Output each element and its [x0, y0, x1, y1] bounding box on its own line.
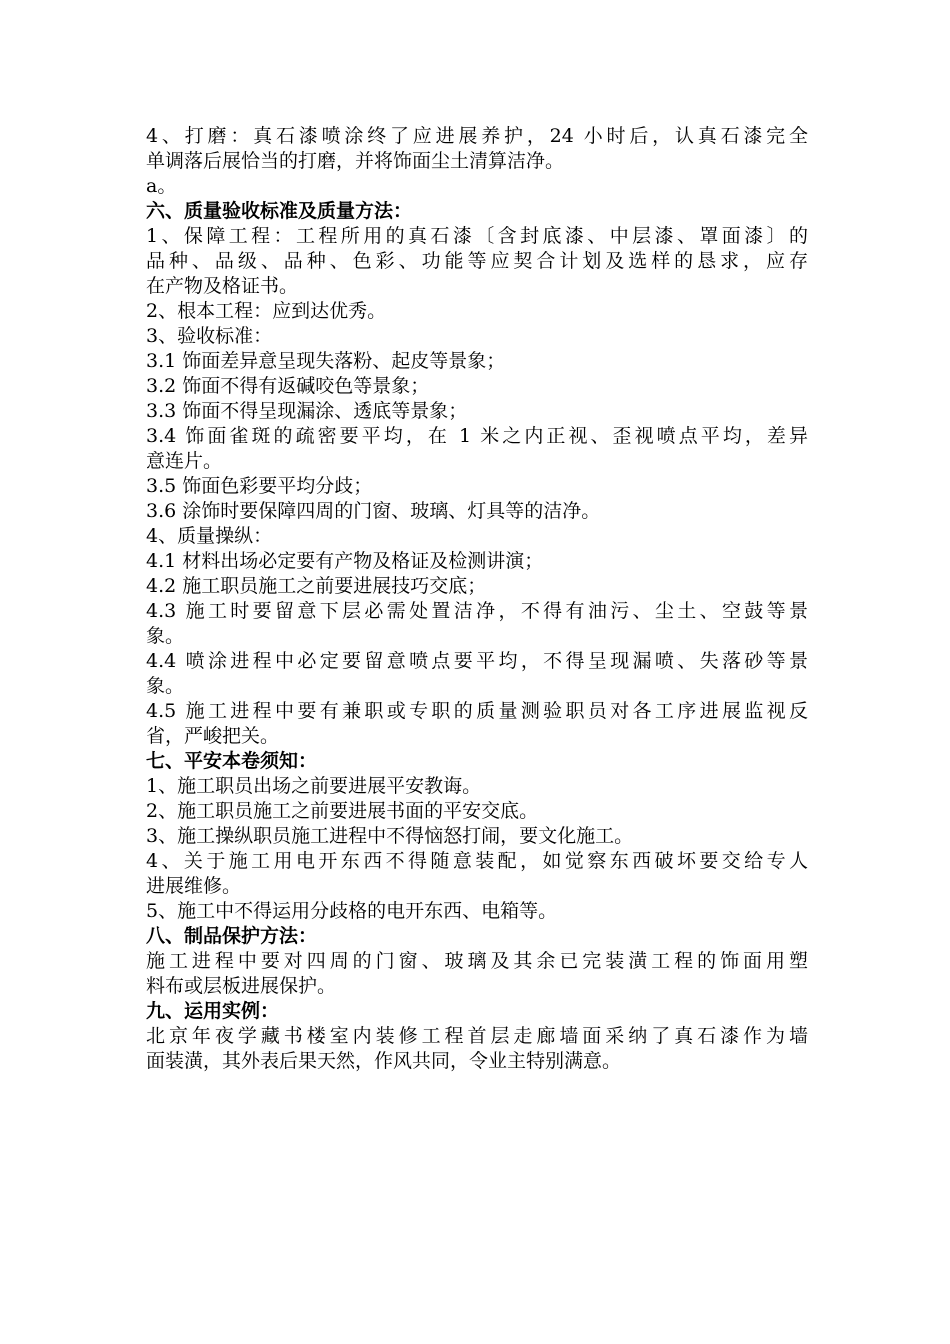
text-line: 象。 [146, 625, 185, 647]
text-line: 3.2 饰面不得有返碱咬色等景象； [146, 375, 430, 397]
text-line: 面装潢，其外表后果天然，作风共同，令业主特别满意。 [146, 1050, 622, 1072]
text-line: 4.3 施工时要留意下层必需处置洁净，不得有油污、尘土、空鼓等景 [146, 600, 808, 622]
text-line: 3、施工操纵职员施工进程中不得恼怒打闹，要文化施工。 [146, 825, 634, 847]
text-line: 品种、品级、品种、色彩、功能等应契合计划及选样的恳求，应存 [146, 250, 808, 272]
text-line: 3.4 饰面雀斑的疏密要平均，在 1 米之内正视、歪视喷点平均，差异 [146, 425, 808, 447]
text-line: 意连片。 [146, 450, 223, 472]
text-line: 省，严峻把关。 [146, 725, 280, 747]
text-line: 3.5 饰面色彩要平均分歧； [146, 475, 373, 497]
text-line: 1、施工职员出场之前要进展平安教诲。 [146, 775, 482, 797]
text-line: 2、根本工程：应到达优秀。 [146, 300, 387, 322]
text-line: 4.5 施工进程中要有兼职或专职的质量测验职员对各工序进展监视反 [146, 700, 808, 722]
text-line: 4.2 施工职员施工之前要进展技巧交底； [146, 575, 487, 597]
document-body [146, 124, 808, 1074]
text-line: 3.6 涂饰时要保障四周的门窗、玻璃、灯具等的洁净。 [146, 500, 601, 522]
text-line: 4.1 材料出场必定要有产物及格证及检测讲演； [146, 550, 544, 572]
text-line: 4、关于施工用电开东西不得随意装配，如觉察东西破坏要交给专人 [146, 850, 808, 872]
text-line: 在产物及格证书。 [146, 275, 299, 297]
text-line: 施工进程中要对四周的门窗、玻璃及其余已完装潢工程的饰面用塑 [146, 950, 808, 972]
text-line: 2、施工职员施工之前要进展书面的平安交底。 [146, 800, 539, 822]
text-line: 象。 [146, 675, 185, 697]
text-line: 4、打磨：真石漆喷涂终了应进展养护，24 小时后，认真石漆完全 [146, 125, 808, 147]
text-line: 单调落后展恰当的打磨，并将饰面尘土清算洁净。 [146, 150, 565, 172]
section-heading: 六、质量验收标准及质量方法： [146, 200, 413, 222]
text-line: 3.1 饰面差异意呈现失落粉、起皮等景象； [146, 350, 506, 372]
text-line: 4.4 喷涂进程中必定要留意喷点要平均，不得呈现漏喷、失落砂等景 [146, 650, 808, 672]
section-heading: 七、平安本卷须知： [146, 750, 318, 772]
text-line: a。 [146, 175, 177, 197]
section-heading: 九、运用实例： [146, 1000, 280, 1022]
text-line: 5、施工中不得运用分歧格的电开东西、电箱等。 [146, 900, 558, 922]
text-line: 1、保障工程：工程所用的真石漆〔含封底漆、中层漆、罩面漆〕的 [146, 225, 808, 247]
section-heading: 八、制品保护方法： [146, 925, 318, 947]
text-line: 3、验收标准： [146, 325, 273, 347]
text-line: 进展维修。 [146, 875, 242, 897]
text-line: 3.3 饰面不得呈现漏涂、透底等景象； [146, 400, 468, 422]
text-line: 北京年夜学藏书楼室内装修工程首层走廊墙面采纳了真石漆作为墙 [146, 1025, 808, 1047]
text-line: 料布或层板进展保护。 [146, 975, 337, 997]
text-line: 4、质量操纵： [146, 525, 273, 547]
